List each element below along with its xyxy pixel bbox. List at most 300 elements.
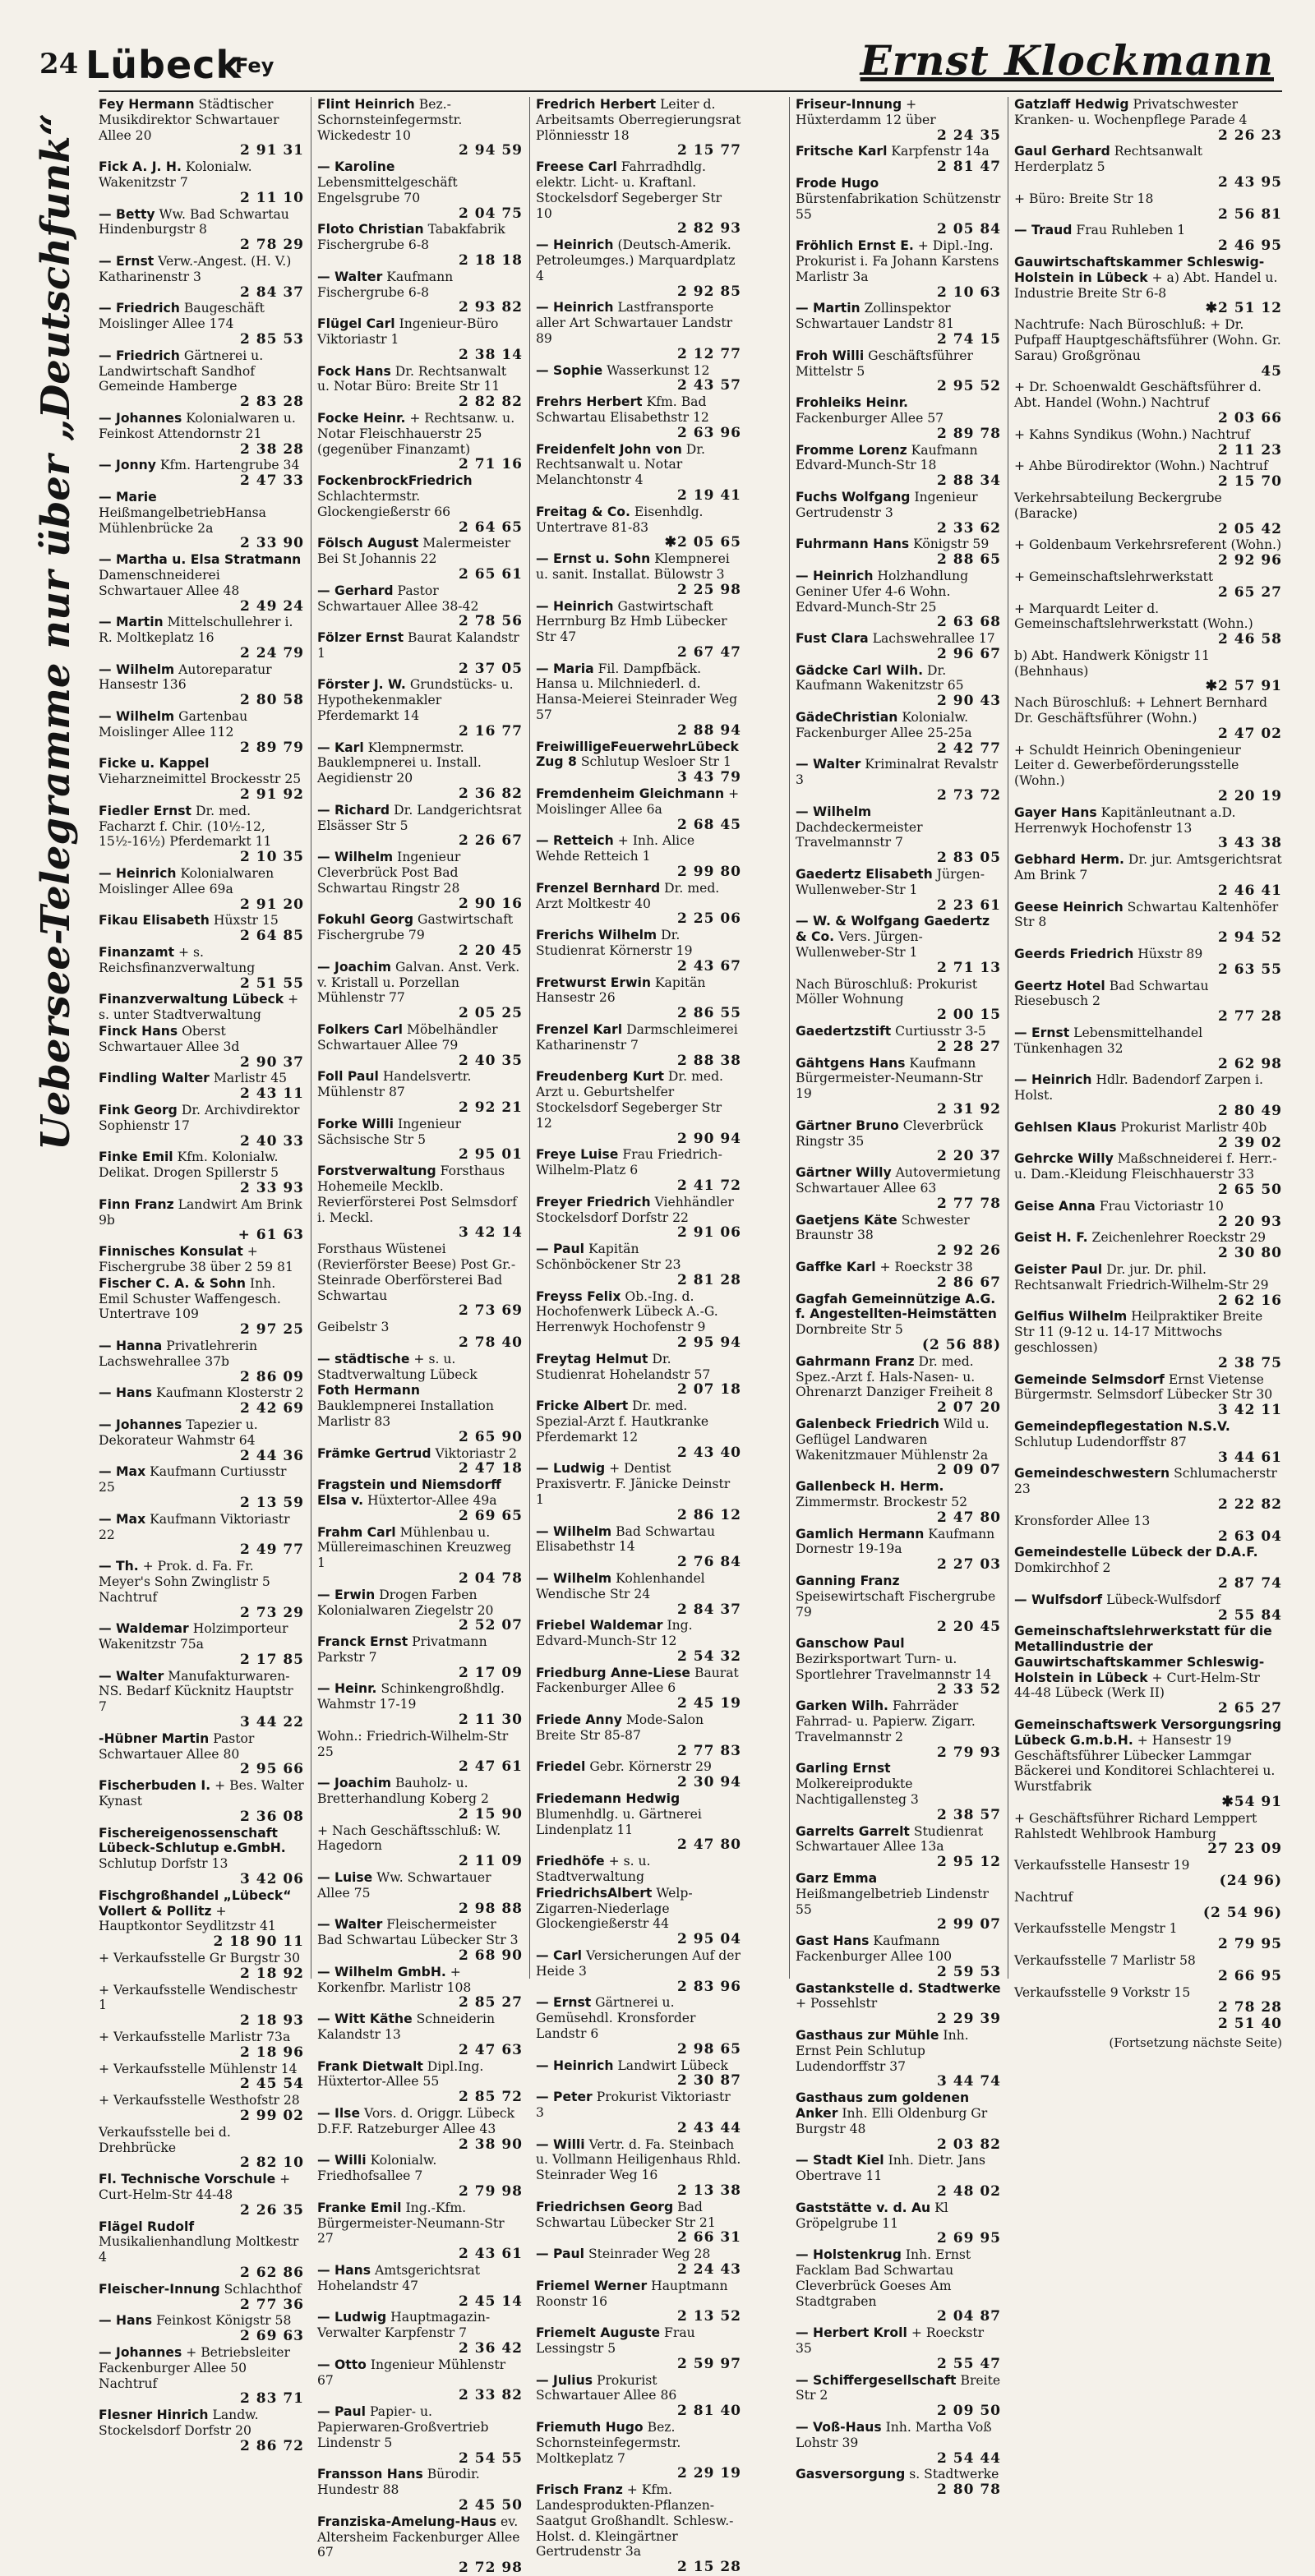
- entry-details: Gärtnerei u. Landwirtschaft Sandhof Gemeinde Hamberge: [99, 348, 264, 394]
- entry-phone-number: 2 64 85: [240, 928, 304, 945]
- directory-entry: [317, 536, 523, 582]
- entry-details: + s. Reichsfinanzverwaltung: [99, 945, 256, 975]
- entry-phone-number: 2 76 84: [677, 1554, 741, 1571]
- entry-details: Bad Schwartau Riesebusch 2: [1014, 978, 1209, 1009]
- directory-entry: [796, 1165, 1001, 1211]
- entry-phone-number: 2 23 61: [937, 896, 1001, 914]
- directory-entry: [536, 1666, 741, 1712]
- entry-name: — Ilse: [317, 2106, 361, 2121]
- entry-phone-number: 2 38 28: [240, 440, 304, 458]
- entry-details: Geschäftsführer Mittelstr 5: [796, 348, 973, 379]
- entry-phone-number: 2 37 05: [459, 660, 523, 677]
- directory-entry: [317, 411, 523, 472]
- entry-phone-number: 2 17 09: [459, 1664, 523, 1681]
- directory-entry: [536, 1069, 741, 1146]
- entry-details: Tabakfabrik Fischergrube 6-8: [317, 222, 505, 253]
- entry-phone-number: 2 90 94: [677, 1130, 741, 1147]
- entry-name: — Walter: [317, 1917, 383, 1933]
- entry-name: Geertz Hotel: [1014, 978, 1105, 993]
- entry-name: — Wilhelm: [317, 850, 394, 865]
- entry-details: Grundstücks- u. Hypothekenmakler Pferdemarkt 14: [317, 677, 514, 724]
- directory-entry: [99, 490, 304, 551]
- directory-entry: [796, 631, 1001, 662]
- entry-name: — Heinrich: [536, 598, 614, 614]
- entry-phone-number: 2 90 37: [240, 1053, 304, 1071]
- entry-name: Gallenbeck H. Herm.: [796, 1479, 944, 1495]
- entry-phone-number: 2 96 67: [937, 645, 1001, 662]
- directory-entry: [536, 740, 741, 786]
- entry-phone-number: 2 71 13: [937, 959, 1001, 976]
- entry-phone-number: 2 65 50: [1218, 1181, 1282, 1198]
- directory-entry: [99, 1826, 304, 1887]
- entry-details: Bad Schwartau Elisabethstr 14: [536, 1523, 716, 1555]
- entry-phone-number: 2 73 69: [459, 1302, 523, 1320]
- entry-name: — Karoline: [317, 159, 395, 175]
- entry-phone-number: 2 26 35: [240, 2201, 304, 2219]
- entry-name: Freyer Friedrich: [536, 1194, 651, 1210]
- entry-phone-number: 2 51 55: [240, 975, 304, 992]
- entry-details: + s. unter Stadtverwaltung: [99, 992, 299, 1023]
- directory-entry: [536, 2420, 741, 2482]
- entry-phone-number: 2 18 90 11: [213, 1933, 304, 1951]
- directory-entry: [796, 1981, 1001, 2027]
- entry-details: Kaufmann Bürgermeister-Neumann-Str 19: [796, 1055, 983, 1102]
- entry-details: Vertr. d. Fa. Steinbach u. Vollmann Heiligenhaus Rhld. Steinrader Weg 16: [536, 2136, 741, 2183]
- entry-details: Landwirt Lübeck: [617, 2058, 728, 2073]
- directory-entry: [796, 1260, 1001, 1291]
- entry-name: — Julius: [536, 2372, 593, 2388]
- entry-details: ev. Altersheim Fackenburger Allee 67: [317, 2514, 520, 2560]
- entry-name: Frohleiks Heinr.: [796, 395, 908, 411]
- entry-name: Franke Emil: [317, 2200, 402, 2215]
- entry-phone-number: 2 27 03: [937, 1556, 1001, 1574]
- entry-phone-number: 2 18 96: [240, 2044, 304, 2061]
- entry-phone-number: ✱2 51 12: [1205, 300, 1282, 317]
- directory-entry: [99, 1559, 304, 1620]
- directory-entry: [536, 1461, 741, 1523]
- entry-phone-number: 2 89 78: [937, 425, 1001, 442]
- directory-entry: [1014, 97, 1282, 143]
- entry-name: — Voß-Haus: [796, 2419, 882, 2435]
- entry-phone-number: 2 78 40: [459, 1334, 523, 1351]
- vertical-advertisement: Uebersee-Telegramme nur über „Deutschfunk“: [33, 113, 79, 1150]
- entry-details: Pastor Schwartauer Allee 80: [99, 1730, 255, 1762]
- entry-details: Heilpraktiker Breite Str 11 (9-12 u. 14-17 Mittwochs geschlossen): [1014, 1309, 1263, 1355]
- entry-name: Ganning Franz: [796, 1573, 900, 1588]
- directory-entry: [796, 2467, 1001, 2498]
- directory-entry: [99, 913, 304, 944]
- entry-details: Speisewirtschaft Fischergrube 79: [796, 1588, 996, 1620]
- directory-entry: [99, 2093, 304, 2124]
- entry-phone-number: 2 43 40: [677, 1444, 741, 1461]
- directory-entry: [1014, 601, 1282, 647]
- entry-name: Garling Ernst: [796, 1761, 891, 1776]
- entry-name: Ganschow Paul: [796, 1636, 905, 1652]
- directory-entry: [1014, 1545, 1282, 1591]
- entry-details: Dr. jur. Amtsgerichtsrat Am Brink 7: [1014, 852, 1282, 883]
- directory-entry: [796, 2420, 1001, 2466]
- entry-name: Fock Hans: [317, 363, 391, 379]
- entry-details: Ing.-Kfm. Bürgermeister-Neumann-Str 27: [317, 2200, 505, 2247]
- entry-details: (Deutsch-Amerik. Petroleumges.) Marquardplatz 4: [536, 237, 736, 283]
- entry-details: Manufakturwaren-NS. Bedarf Kücknitz Hauptstr 7: [99, 1668, 293, 1715]
- entry-phone-number: 2 43 57: [677, 377, 741, 394]
- entry-phone-number: 2 68 45: [677, 816, 741, 833]
- directory-entry: [536, 442, 741, 504]
- directory-column-5: [1014, 97, 1282, 2051]
- entry-details: Prokurist Schwartauer Allee 86: [536, 2372, 677, 2403]
- entry-name: Frode Hugo: [796, 175, 879, 191]
- entry-phone-number: 2 90 43: [937, 693, 1001, 710]
- entry-name: Finn Franz: [99, 1196, 174, 1212]
- entry-phone-number: 3 42 06: [240, 1871, 304, 1888]
- entry-name: Frenzel Bernhard: [536, 880, 661, 896]
- entry-details: Ingenieur Gertrudenstr 3: [796, 489, 978, 520]
- directory-entry: [1014, 805, 1282, 851]
- entry-phone-number: 2 65 61: [459, 565, 523, 583]
- directory-entry: [796, 348, 1001, 394]
- entry-name: — Walter: [796, 757, 861, 772]
- entry-details: Schlutup Ludendorffstr 87: [1014, 1434, 1187, 1449]
- directory-entry: [796, 2153, 1001, 2199]
- directory-entry: [99, 1103, 304, 1149]
- entry-details: Schwartau Kaltenhöfer Str 8: [1014, 899, 1279, 930]
- directory-entry: [796, 301, 1001, 347]
- entry-details: + Schuldt Heinrich Obeningenieur Leiter d. Gewerbeförderungsstelle (Wohn.): [1014, 742, 1241, 789]
- entry-name: Freitag & Co.: [536, 504, 630, 519]
- directory-entry: [536, 1289, 741, 1351]
- directory-entry: [536, 1195, 741, 1241]
- entry-phone-number: 2 73 72: [937, 787, 1001, 804]
- entry-name: Geerds Friedrich: [1014, 947, 1134, 962]
- entry-name: Gaststätte v. d. Au: [796, 2200, 931, 2215]
- entry-details: Prokurist Viktoriastr 3: [536, 2090, 731, 2120]
- entry-name: Friebel Waldemar: [536, 1618, 663, 1634]
- entry-phone-number: 2 18 18: [459, 251, 523, 269]
- directory-entry: [796, 1574, 1001, 1635]
- entry-details: Inh. Ernst Pein Schlutup Ludendorffstr 37: [796, 2028, 969, 2074]
- directory-entry: [99, 1669, 304, 1730]
- entry-phone-number: 2 84 37: [240, 283, 304, 301]
- entry-phone-number: 2 97 25: [240, 1321, 304, 1339]
- entry-details: Wohn.: Friedrich-Wilhelm-Str 25: [317, 1728, 509, 1759]
- entry-name: — Hans: [99, 1385, 152, 1401]
- entry-name: — Carl: [536, 1948, 583, 1964]
- directory-entry: [1014, 1230, 1282, 1261]
- entry-name: Garz Emma: [796, 1871, 878, 1887]
- entry-name: Fleischer-Innung: [99, 2281, 220, 2297]
- entry-phone-number: 2 36 08: [240, 1808, 304, 1825]
- entry-name: Fikau Elisabeth: [99, 913, 210, 929]
- entry-name: Gauwirtschaftskammer Schleswig-Holstein in Lübeck: [1014, 254, 1265, 285]
- directory-entry: [536, 159, 741, 237]
- directory-entry: [796, 1292, 1001, 1353]
- entry-name: Gaedertzstift: [796, 1024, 892, 1039]
- entry-details: Privatmann Parkstr 7: [317, 1634, 487, 1665]
- directory-entry: [536, 300, 741, 362]
- entry-name: Frenzel Karl: [536, 1022, 623, 1038]
- entry-phone-number: 2 42 69: [240, 1400, 304, 1417]
- entry-phone-number: 2 12 77: [677, 345, 741, 362]
- directory-entry: [536, 928, 741, 974]
- entry-details: + s. u. Stadtverwaltung Lübeck: [317, 1351, 478, 1382]
- entry-phone-number: 2 11 09: [459, 1853, 523, 1870]
- entry-details: Frau Victoriastr 10: [1099, 1198, 1224, 1214]
- directory-entry: [536, 599, 741, 661]
- entry-details: Mode-Salon Breite Str 85-87: [536, 1712, 704, 1743]
- entry-phone-number: 2 31 92: [937, 1101, 1001, 1117]
- directory-entry: [317, 222, 523, 268]
- entry-name: — Hans: [99, 2313, 152, 2329]
- entry-details: Ingenieur Mühlenstr 67: [317, 2357, 506, 2388]
- entry-details: + Verkaufsstelle Westhofstr 28: [99, 2093, 300, 2108]
- entry-name: Gasthaus zum goldenen Anker: [796, 2090, 970, 2121]
- entry-phone-number: 2 20 93: [1218, 1213, 1282, 1230]
- entry-name: — Ernst u. Sohn: [536, 551, 651, 567]
- entry-phone-number: + 61 63: [238, 1227, 304, 1244]
- entry-phone-number: 2 47 02: [1218, 725, 1282, 742]
- directory-entry: [1014, 1592, 1282, 1624]
- directory-entry: [99, 97, 304, 159]
- entry-phone-number: 2 11 30: [459, 1712, 523, 1729]
- entry-phone-number: 2 40 35: [459, 1052, 523, 1069]
- entry-name: Gärtner Willy: [796, 1165, 892, 1181]
- entry-phone-number: 2 73 29: [240, 1604, 304, 1621]
- entry-phone-number: (2 54 96): [1202, 1904, 1282, 1921]
- entry-details: Lebensmittelgeschäft Engelsgrube 70: [317, 174, 458, 205]
- entry-details: + Kahns Syndikus (Wohn.) Nachtruf: [1014, 426, 1250, 442]
- directory-entry: [317, 1352, 523, 1383]
- directory-entry: [99, 1417, 304, 1463]
- entry-phone-number: 2 92 26: [937, 1242, 1001, 1260]
- directory-entry: [1014, 491, 1282, 537]
- entry-name: Gemeindeschwestern: [1014, 1466, 1170, 1482]
- entry-details: + Hansestr 19 Geschäftsführer Lübecker Lammgar Bäckerei und Konditorei Schlachterei u. Wurstfabrik: [1014, 1732, 1276, 1795]
- directory-entry: [317, 1525, 523, 1587]
- entry-phone-number: 2 56 81: [1218, 205, 1282, 223]
- entry-phone-number: 2 30 94: [677, 1774, 741, 1791]
- entry-details: HeißmangelbetriebHansa Mühlenbrücke 2a: [99, 505, 266, 536]
- entry-phone-number: 2 83 71: [240, 2390, 304, 2408]
- directory-entry: [317, 1681, 523, 1727]
- entry-phone-number: 2 69 95: [937, 2230, 1001, 2247]
- entry-name: — Witt Käthe: [317, 2011, 413, 2027]
- directory-entry: [536, 2137, 741, 2199]
- entry-name: Gamlich Hermann: [796, 1526, 925, 1541]
- entry-name: — Max: [99, 1511, 146, 1527]
- entry-details: Hauptmagazin-Verwalter Karpfenstr 7: [317, 2310, 491, 2341]
- entry-phone-number: 2 99 80: [677, 864, 741, 881]
- entry-details: Bauklempnerei Installation Marlistr 83: [317, 1399, 494, 1429]
- directory-entry: [1014, 144, 1282, 190]
- entry-details: Inh. Elli Oldenburg Gr Burgstr 48: [796, 2106, 988, 2136]
- entry-phone-number: 2 19 41: [677, 486, 741, 504]
- entry-phone-number: 2 05 42: [1218, 520, 1282, 537]
- directory-entry: [1014, 2016, 1282, 2032]
- entry-details: Kolonialw. Fackenburger Allee 25-25a: [796, 710, 972, 740]
- entry-name: Fey Hermann: [99, 97, 195, 112]
- directory-entry: [536, 1618, 741, 1664]
- directory-entry: [796, 2373, 1001, 2419]
- entry-name: Friedemann Hedwig: [536, 1791, 681, 1807]
- entry-details: Kaufmann Viktoriastr 22: [99, 1511, 290, 1542]
- entry-phone-number: 2 04 87: [937, 2308, 1001, 2325]
- entry-phone-number: 2 47 63: [459, 2041, 523, 2058]
- entry-details: Dr. med. Spezial-Arzt f. Hautkranke Pferdemarkt 12: [536, 1399, 709, 1445]
- directory-entry: [1014, 1717, 1282, 1810]
- entry-phone-number: 2 91 31: [240, 142, 304, 159]
- directory-entry: [796, 1354, 1001, 1416]
- entry-details: Oberst Schwartauer Allee 3d: [99, 1024, 240, 1054]
- entry-name: — Richard: [317, 802, 390, 818]
- entry-name: Freyss Felix: [536, 1288, 621, 1304]
- entry-phone-number: 2 03 82: [937, 2136, 1001, 2153]
- entry-name: — Betty: [99, 206, 155, 222]
- entry-details: Lebensmittelhandel Tünkenhagen 32: [1014, 1025, 1203, 1056]
- entry-phone-number: 2 25 98: [677, 581, 741, 598]
- directory-entry: [317, 2514, 523, 2576]
- entry-phone-number: (2 56 88): [921, 1336, 1001, 1353]
- directory-entry: [1014, 223, 1282, 254]
- entry-phone-number: 2 79 95: [1218, 1936, 1282, 1953]
- directory-entry: [99, 2408, 304, 2454]
- entry-details: Dr. Studienrat Körnerstr 19: [536, 928, 693, 959]
- entry-details: Schwester Braunstr 38: [796, 1212, 970, 1243]
- directory-entry: [1014, 947, 1282, 978]
- directory-entry: [317, 960, 523, 1021]
- entry-details: Galvan. Anst. Verk. v. Kristall u. Porzellan Mühlenstr 77: [317, 959, 520, 1006]
- entry-phone-number: 2 59 53: [937, 1963, 1001, 1980]
- entry-details: + Verkaufsstelle Mühlenstr 14: [99, 2061, 298, 2076]
- directory-entry: [99, 1464, 304, 1510]
- advertiser-banner: Ernst Klockmann: [860, 36, 1274, 85]
- directory-entry: [317, 803, 523, 849]
- entry-details: Baugeschäft Moislinger Allee 174: [99, 301, 265, 332]
- entry-details: Bezirksportwart Turn- u. Sportlehrer Travelmannstr 14: [796, 1651, 991, 1682]
- directory-entry: [536, 1712, 741, 1758]
- entry-phone-number: 2 94 52: [1218, 929, 1282, 947]
- entry-phone-number: 2 65 27: [1218, 583, 1282, 601]
- entry-details: Dornbreite Str 5: [796, 1322, 903, 1338]
- entry-name: — Max: [99, 1464, 146, 1480]
- directory-entry: [99, 1150, 304, 1196]
- entry-phone-number: 2 38 14: [459, 346, 523, 363]
- entry-phone-number: 2 92 96: [1218, 552, 1282, 569]
- entry-name: Finnisches Konsulat: [99, 1244, 243, 1260]
- directory-entry: [796, 490, 1001, 536]
- entry-phone-number: 2 63 55: [1218, 961, 1282, 978]
- directory-entry: [1014, 743, 1282, 804]
- entry-phone-number: 2 39 02: [1218, 1134, 1282, 1151]
- entry-name: Gast Hans: [796, 1933, 870, 1949]
- entry-details: + Moislinger Allee 6a: [536, 786, 740, 817]
- entry-phone-number: 2 45 19: [677, 1695, 741, 1712]
- entry-name: Focke Heinr.: [317, 410, 406, 426]
- entry-phone-number: 2 66 95: [1218, 1967, 1282, 1984]
- directory-entry: [536, 2247, 741, 2278]
- entry-phone-number: 3 42 11: [1218, 1402, 1282, 1419]
- entry-phone-number: 2 24 35: [937, 127, 1001, 144]
- entry-phone-number: 2 47 33: [240, 472, 304, 490]
- entry-phone-number: 2 33 90: [240, 535, 304, 552]
- entry-details: Landwirt Am Brink 9b: [99, 1196, 302, 1228]
- directory-entry: [796, 2325, 1001, 2371]
- entry-name: Gemeinschaftslehrwerkstatt für die Metallindustrie der Gauwirtschaftskammer Schleswig-Holstein in Lübeck: [1014, 1624, 1272, 1685]
- entry-details: Mühlenbau u. Müllereimaschinen Kreuzweg 1: [317, 1524, 512, 1571]
- entry-details: Kaufmann Fischergrube 6-8: [317, 269, 454, 300]
- entry-phone-number: 2 79 93: [937, 1744, 1001, 1761]
- directory-entry: [317, 1823, 523, 1869]
- entry-phone-number: 2 33 52: [937, 1681, 1001, 1698]
- entry-details: Kohlenhandel Wendische Str 24: [536, 1570, 705, 1601]
- directory-entry: [317, 2153, 523, 2199]
- entry-phone-number: ✱54 91: [1221, 1794, 1282, 1811]
- entry-details: Musikalienhandlung Moltkestr 4: [99, 2234, 299, 2265]
- entry-details: Vers. Jürgen-Wullenweber-Str 1: [796, 929, 923, 961]
- entry-phone-number: 2 86 09: [240, 1368, 304, 1385]
- entry-phone-number: 2 38 57: [937, 1806, 1001, 1823]
- entry-details: Karpfenstr 14a: [891, 144, 990, 159]
- entry-name: — Th.: [99, 1559, 139, 1574]
- entry-name: — Heinrich: [1014, 1072, 1092, 1088]
- entry-phone-number: 2 10 35: [240, 849, 304, 866]
- entry-phone-number: 2 95 94: [677, 1334, 741, 1351]
- entry-name: Freese Carl: [536, 159, 617, 175]
- entry-phone-number: 2 42 77: [937, 740, 1001, 757]
- directory-entry: [536, 1022, 741, 1068]
- entry-name: Foth Hermann: [317, 1383, 421, 1399]
- entry-details: Blumenhdlg. u. Gärtnerei Lindenplatz 11: [536, 1806, 702, 1837]
- entry-phone-number: 2 22 82: [1218, 1495, 1282, 1513]
- entry-name: Fischgroßhandel „Lübeck“ Vollert & Pollitz: [99, 1887, 292, 1919]
- entry-phone-number: 2 54 32: [677, 1647, 741, 1665]
- directory-entry: [796, 537, 1001, 568]
- entry-name: Frerichs Wilhelm: [536, 928, 658, 943]
- entry-details: Fackenburger Allee 57: [796, 410, 944, 426]
- entry-phone-number: 2 45 54: [240, 2076, 304, 2093]
- entry-name: Freidenfelt John von: [536, 441, 682, 457]
- entry-details: Steinrader Weg 28: [588, 2247, 711, 2262]
- directory-entry: [99, 2172, 304, 2218]
- entry-phone-number: 2 63 04: [1218, 1528, 1282, 1545]
- entry-details: Nachtruf: [1014, 1889, 1073, 1905]
- entry-details: + Ahbe Bürodirektor (Wohn.) Nachtruf: [1014, 459, 1268, 474]
- entry-phone-number: 2 88 94: [677, 721, 741, 739]
- entry-phone-number: 2 13 52: [677, 2308, 741, 2325]
- entry-name: Fick A. J. H.: [99, 159, 182, 175]
- entry-name: Gaffke Karl: [796, 1259, 876, 1274]
- directory-entry: [99, 1385, 304, 1417]
- directory-column-3: [536, 97, 741, 2576]
- entry-details: Hdlr. Badendorf Zarpen i. Holst.: [1014, 1072, 1263, 1104]
- entry-name: — Johannes: [99, 1417, 182, 1432]
- directory-entry: [99, 756, 304, 802]
- entry-phone-number: 2 49 77: [240, 1541, 304, 1559]
- entry-details: Gebr. Körnerstr 29: [589, 1759, 712, 1775]
- entry-name: Fremdenheim Gleichmann: [536, 786, 725, 802]
- directory-entry: [536, 2090, 741, 2136]
- entry-details: Pastor Schwartauer Allee 38-42: [317, 583, 479, 614]
- entry-details: Inh. Dietr. Jans Obertrave 11: [796, 2153, 986, 2184]
- entry-phone-number: 2 43 95: [1218, 173, 1282, 191]
- entry-name: Friedrichsen Georg: [536, 2199, 674, 2214]
- directory-entry: [796, 914, 1001, 975]
- entry-name: Friemelt Auguste: [536, 2325, 661, 2341]
- directory-entry: [99, 1024, 304, 1070]
- entry-details: + Goldenbaum Verkehrsreferent (Wohn.): [1014, 537, 1282, 553]
- entry-name: — Erwin: [317, 1587, 376, 1602]
- entry-phone-number: 2 15 28: [677, 2559, 741, 2576]
